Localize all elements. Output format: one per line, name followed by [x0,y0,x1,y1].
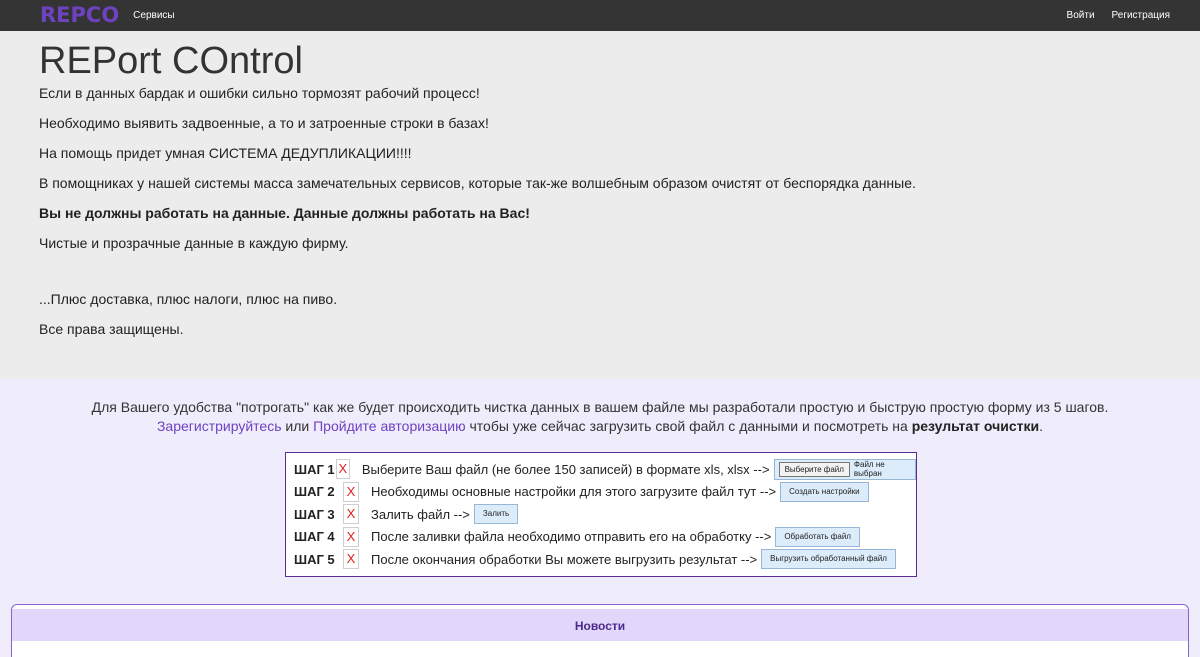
step-number: ШАГ 5 [294,551,335,567]
register-link[interactable]: Зарегистрируйтесь [156,417,282,434]
steps-form [285,452,917,577]
nav-register-link[interactable]: Регистрация [1111,10,1170,21]
hero-paragraph-1: Если в данных бардак и ошибки сильно тормозят рабочий процесс! [39,85,480,101]
hero-paragraph-3: На помощь придет умная СИСТЕМА ДЕДУПЛИКАЦИИ!!!! [39,145,412,161]
process-file-button[interactable]: Обработать файл [775,527,860,547]
step-status-x-icon: X [343,549,359,569]
step-text: После заливки файла необходимо отправить его на обработку --> [371,529,772,545]
hero-copyright: Все права защищены. [39,321,184,337]
choose-file-button[interactable]: Выберите файл [779,462,850,477]
step-number: ШАГ 2 [294,484,335,500]
no-file-label: Файл не выбран [853,460,885,479]
nav-login-link[interactable]: Войти [1066,10,1095,21]
hero-paragraph-6: Чистые и прозрачные данные в каждую фирму. [39,235,349,251]
step-text: Залить файл --> [371,506,470,522]
step-status-x-icon: X [343,504,359,524]
create-settings-button[interactable]: Создать настройки [780,482,869,502]
nav-services-link[interactable]: Сервисы [133,10,175,21]
intro-dot: . [1039,417,1044,434]
brand-logo[interactable]: REPCO [40,3,120,27]
step-text: Выберите Ваш файл (не более 150 записей) в формате xls, xlsx --> [361,461,770,477]
news-header: Новости [12,609,1188,641]
intro-or: или [281,417,314,434]
upload-button[interactable]: Залить [474,504,518,524]
intro-text [0,398,1200,435]
hero-paragraph-2: Необходимо выявить задвоенные, а то и затроенные строки в базах! [39,115,489,131]
hero-paragraph-4: В помощниках у нашей системы масса замечательных сервисов, которые так-же волшебным образом очистят от беспорядка данные. [39,175,916,191]
step-row-5 [294,548,916,571]
step-row-3 [294,503,916,526]
hero-slogan: Вы не должны работать на данные. Данные должны работать на Вас! [39,205,530,221]
step-text: Необходимы основные настройки для этого загрузите файл тут --> [371,484,777,500]
step-status-x-icon: X [343,482,359,502]
step-row-4 [294,526,916,549]
news-panel [11,604,1189,657]
intro-line-1: Для Вашего удобства "потрогать" как же будет происходить чистка данных в вашем файле мы разработали простую и быструю простую форму из 5 шагов. [91,399,1109,415]
hero-jumbotron [0,31,1200,379]
top-navbar [0,0,1200,31]
page-title: REPort COntrol [39,40,303,82]
intro-rest: чтобы уже сейчас загрузить свой файл с данными и посмотреть на [465,417,912,434]
step-number: ШАГ 4 [294,529,335,545]
intro-line-2 [0,417,1200,436]
login-link[interactable]: Пройдите авторизацию [313,417,466,434]
file-input-wrapper [774,459,916,480]
nav-right-group [1067,0,1170,31]
intro-result: результат очистки [911,417,1040,434]
step-number: ШАГ 3 [294,506,335,522]
hero-paragraph-7: ...Плюс доставка, плюс налоги, плюс на пиво. [39,291,338,307]
download-result-button[interactable]: Выгрузить обработанный файл [761,549,896,569]
step-row-1 [294,458,916,481]
step-status-x-icon: X [343,527,359,547]
step-row-2 [294,481,916,504]
step-status-x-icon: X [336,459,350,479]
step-number: ШАГ 1 [294,461,335,477]
step-text: После окончания обработки Вы можете выгрузить результат --> [371,551,758,567]
